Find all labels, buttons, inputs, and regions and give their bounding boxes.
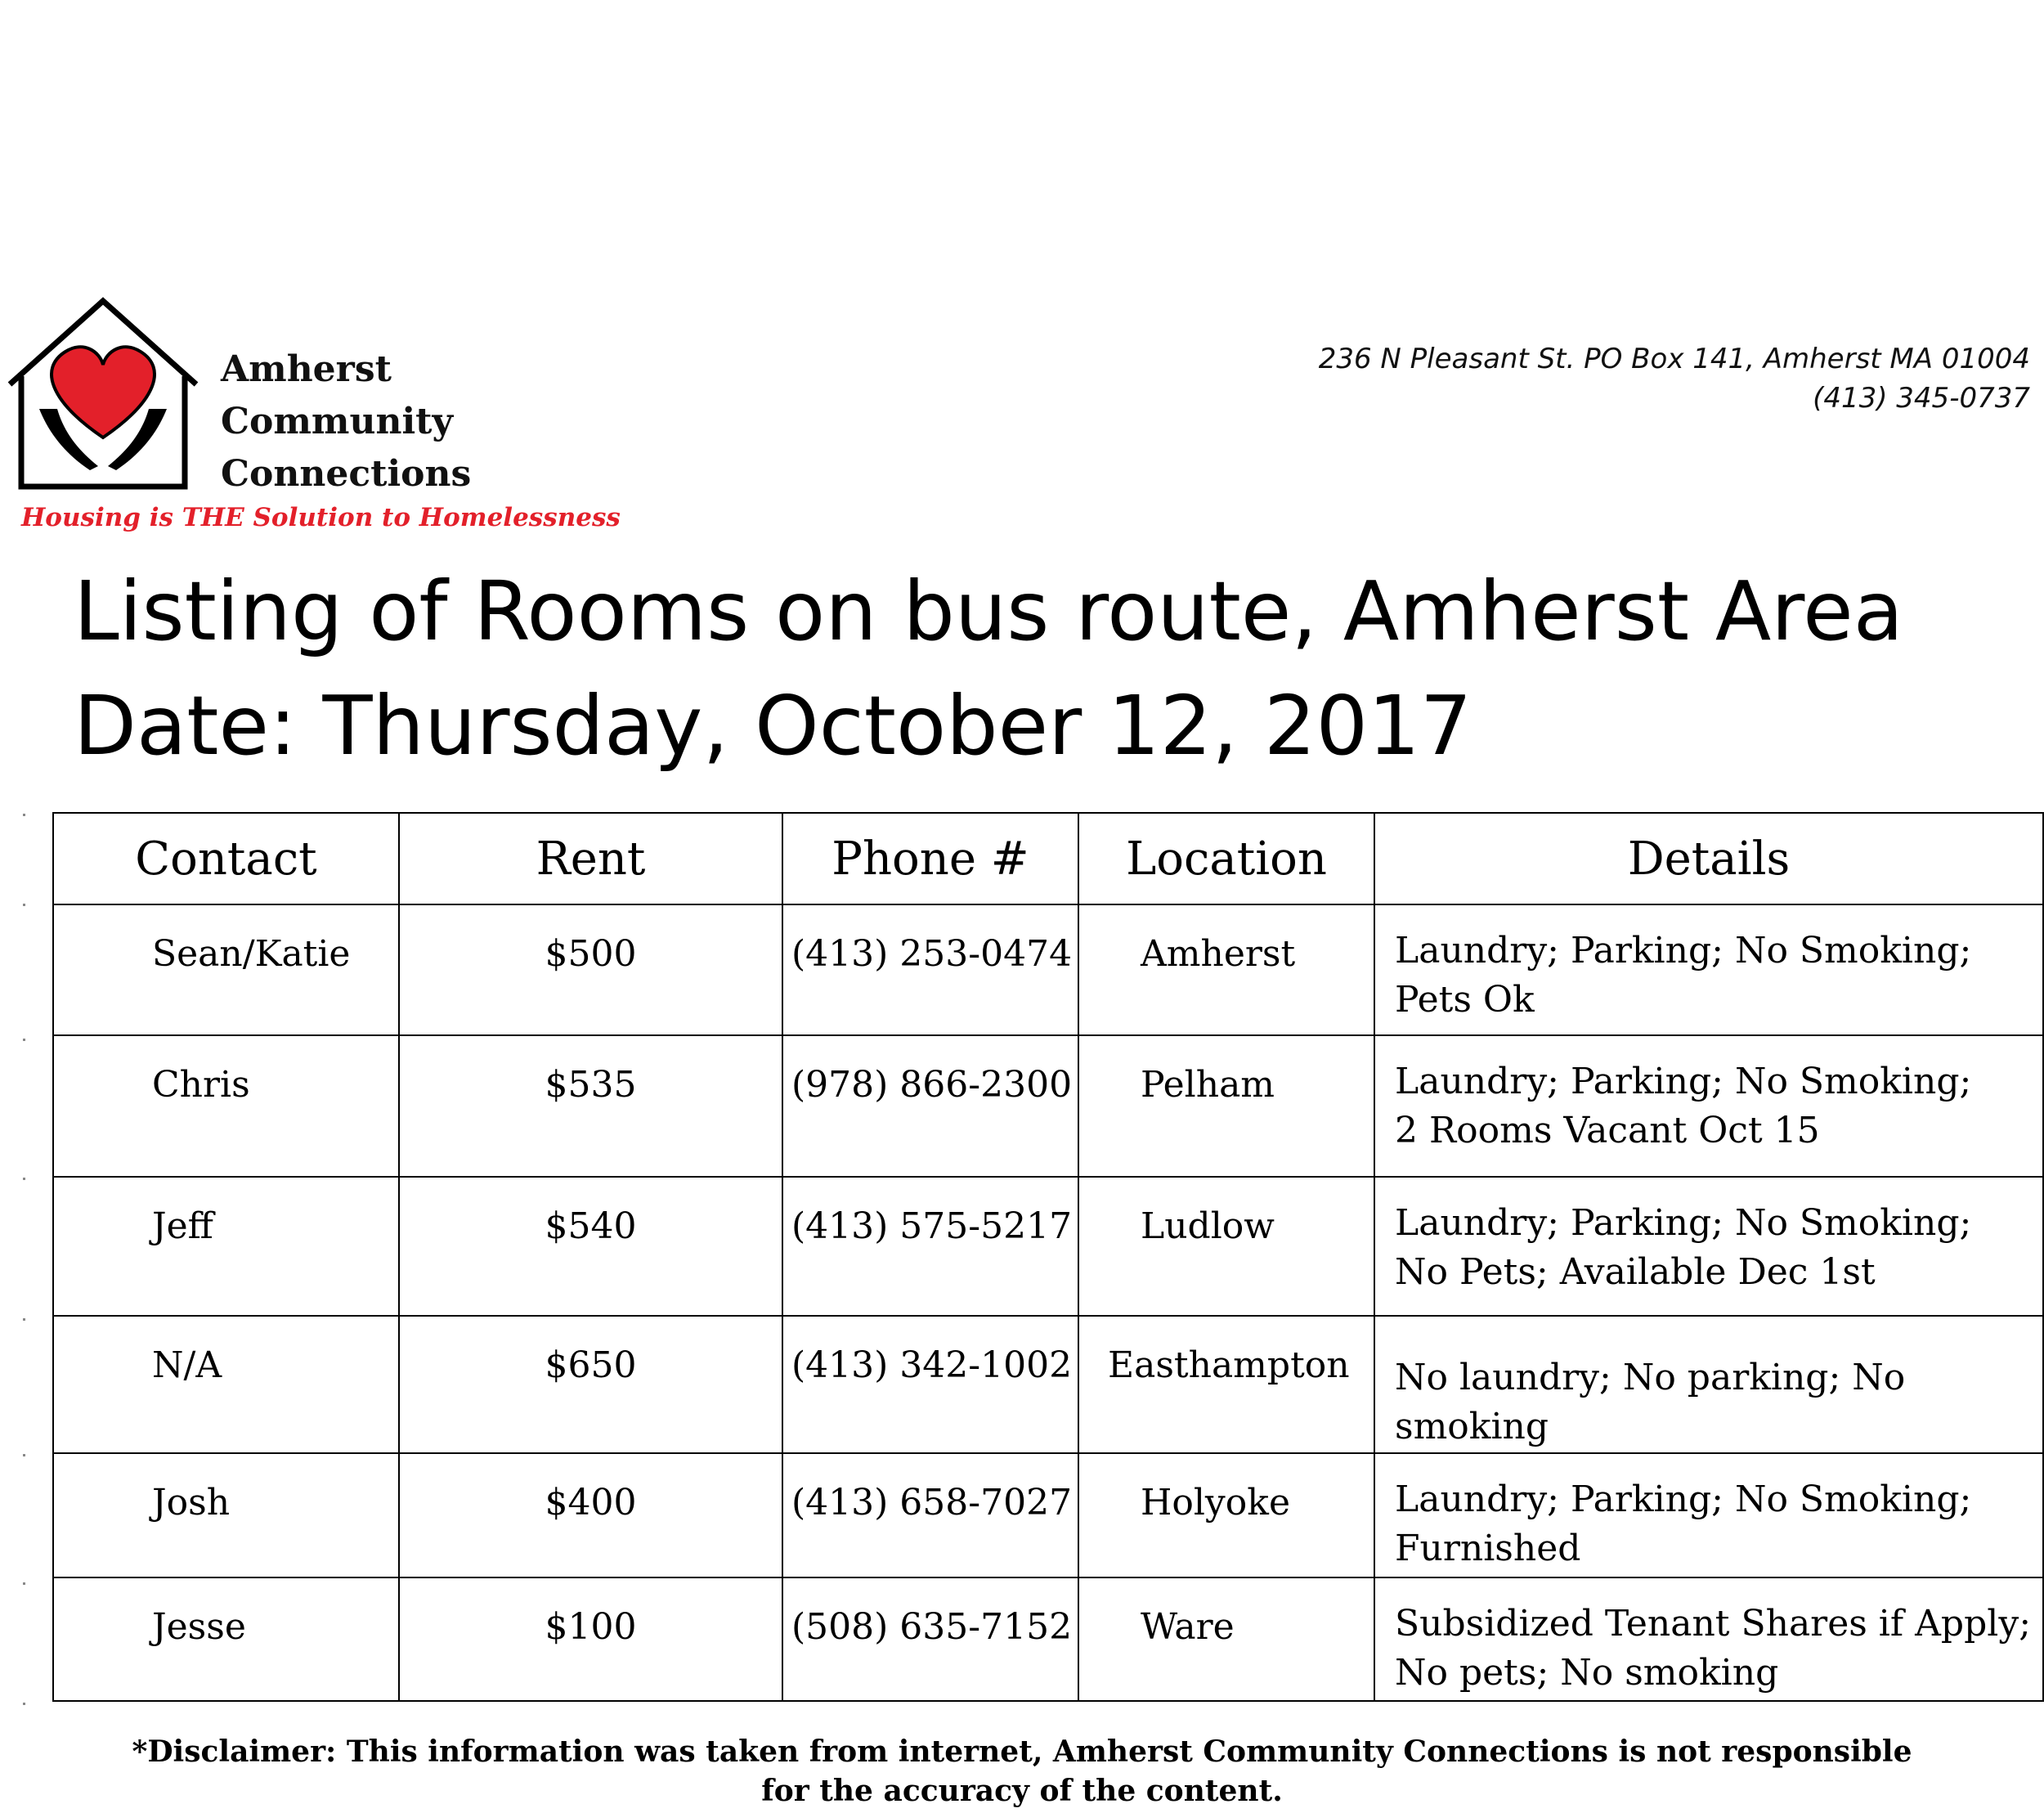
cell-details xyxy=(1374,904,2043,1035)
cell-location: Easthampton xyxy=(1078,1316,1374,1453)
cell-location: Pelham xyxy=(1078,1035,1374,1177)
disclaimer-line-2: for the accuracy of the content. xyxy=(761,1774,1283,1808)
cell-contact: Josh xyxy=(53,1453,399,1577)
org-logo xyxy=(0,294,621,540)
details-line-1: No laundry; No parking; No smoking xyxy=(1395,1357,1906,1447)
cell-phone: (978) 866-2300 xyxy=(782,1035,1078,1177)
rooms-table xyxy=(52,812,2044,1702)
cell-rent: $400 xyxy=(399,1453,782,1577)
disclaimer-line-1: *Disclaimer: This information was taken from internet, Amherst Community Connections is not responsible xyxy=(132,1734,1912,1769)
header-details: Details xyxy=(1374,813,2043,904)
org-name-line-1: Amherst xyxy=(221,348,392,390)
margin-tick xyxy=(23,1039,25,1041)
details-line-1: Laundry; Parking; No Smoking; xyxy=(1395,1202,1972,1244)
table-row xyxy=(53,1035,2043,1177)
table-row xyxy=(53,1316,2043,1453)
org-contact xyxy=(1319,339,2030,418)
cell-contact: Jeff xyxy=(53,1177,399,1316)
org-name-line-2: Community xyxy=(221,401,454,442)
cell-contact: Sean/Katie xyxy=(53,904,399,1035)
cell-contact: Jesse xyxy=(53,1577,399,1701)
disclaimer xyxy=(0,1732,2044,1811)
margin-tick xyxy=(23,1318,25,1321)
margin-tick xyxy=(23,1178,25,1180)
org-name-line-3: Connections xyxy=(221,453,472,495)
header-rent: Rent xyxy=(399,813,782,904)
cell-phone: (413) 575-5217 xyxy=(782,1177,1078,1316)
org-name xyxy=(221,343,471,500)
house-heart-hands-icon xyxy=(0,294,213,507)
cell-rent: $540 xyxy=(399,1177,782,1316)
cell-phone: (508) 635-7152 xyxy=(782,1577,1078,1701)
details-line-1: Subsidized Tenant Shares if Apply; xyxy=(1395,1603,2032,1645)
table-row xyxy=(53,904,2043,1035)
cell-phone: (413) 658-7027 xyxy=(782,1453,1078,1577)
table-row xyxy=(53,1577,2043,1701)
margin-tick xyxy=(23,904,25,906)
cell-details xyxy=(1374,1177,2043,1316)
header-location: Location xyxy=(1078,813,1374,904)
details-line-1: Laundry; Parking; No Smoking; xyxy=(1395,1061,1972,1102)
header-phone: Phone # xyxy=(782,813,1078,904)
cell-location: Holyoke xyxy=(1078,1453,1374,1577)
cell-phone: (413) 342-1002 xyxy=(782,1316,1078,1453)
cell-phone: (413) 253-0474 xyxy=(782,904,1078,1035)
table-header-row xyxy=(53,813,2043,904)
margin-tick xyxy=(23,1454,25,1456)
cell-details xyxy=(1374,1577,2043,1701)
header-contact: Contact xyxy=(53,813,399,904)
org-tagline: Housing is THE Solution to Homelessness xyxy=(21,503,621,532)
cell-details xyxy=(1374,1316,2043,1453)
title-line-1: Listing of Rooms on bus route, Amherst Area xyxy=(74,563,1903,659)
cell-rent: $650 xyxy=(399,1316,782,1453)
details-line-1: Laundry; Parking; No Smoking; xyxy=(1395,1479,1972,1520)
cell-details xyxy=(1374,1035,2043,1177)
margin-tick xyxy=(23,1582,25,1585)
margin-tick xyxy=(23,814,25,816)
title-line-2: Date: Thursday, October 12, 2017 xyxy=(74,678,1472,774)
cell-contact: Chris xyxy=(53,1035,399,1177)
margin-tick xyxy=(23,1703,25,1705)
cell-rent: $100 xyxy=(399,1577,782,1701)
cell-location: Ware xyxy=(1078,1577,1374,1701)
org-address: 236 N Pleasant St. PO Box 141, Amherst MA 01004 xyxy=(1318,343,2030,375)
cell-contact: N/A xyxy=(53,1316,399,1453)
details-line-2: No Pets; Available Dec 1st xyxy=(1395,1251,1876,1293)
cell-rent: $535 xyxy=(399,1035,782,1177)
details-line-2: Pets Ok xyxy=(1395,979,1535,1021)
details-line-1: Laundry; Parking; No Smoking; xyxy=(1395,930,1972,972)
table-row xyxy=(53,1177,2043,1316)
cell-details xyxy=(1374,1453,2043,1577)
details-line-2: Furnished xyxy=(1395,1528,1581,1569)
cell-location: Ludlow xyxy=(1078,1177,1374,1316)
org-phone: (413) 345-0737 xyxy=(1813,382,2030,415)
details-line-2: 2 Rooms Vacant Oct 15 xyxy=(1395,1110,1820,1151)
table-row xyxy=(53,1453,2043,1577)
cell-location: Amherst xyxy=(1078,904,1374,1035)
cell-rent: $500 xyxy=(399,904,782,1035)
page-title xyxy=(74,554,1903,783)
details-line-2: No pets; No smoking xyxy=(1395,1652,1779,1694)
